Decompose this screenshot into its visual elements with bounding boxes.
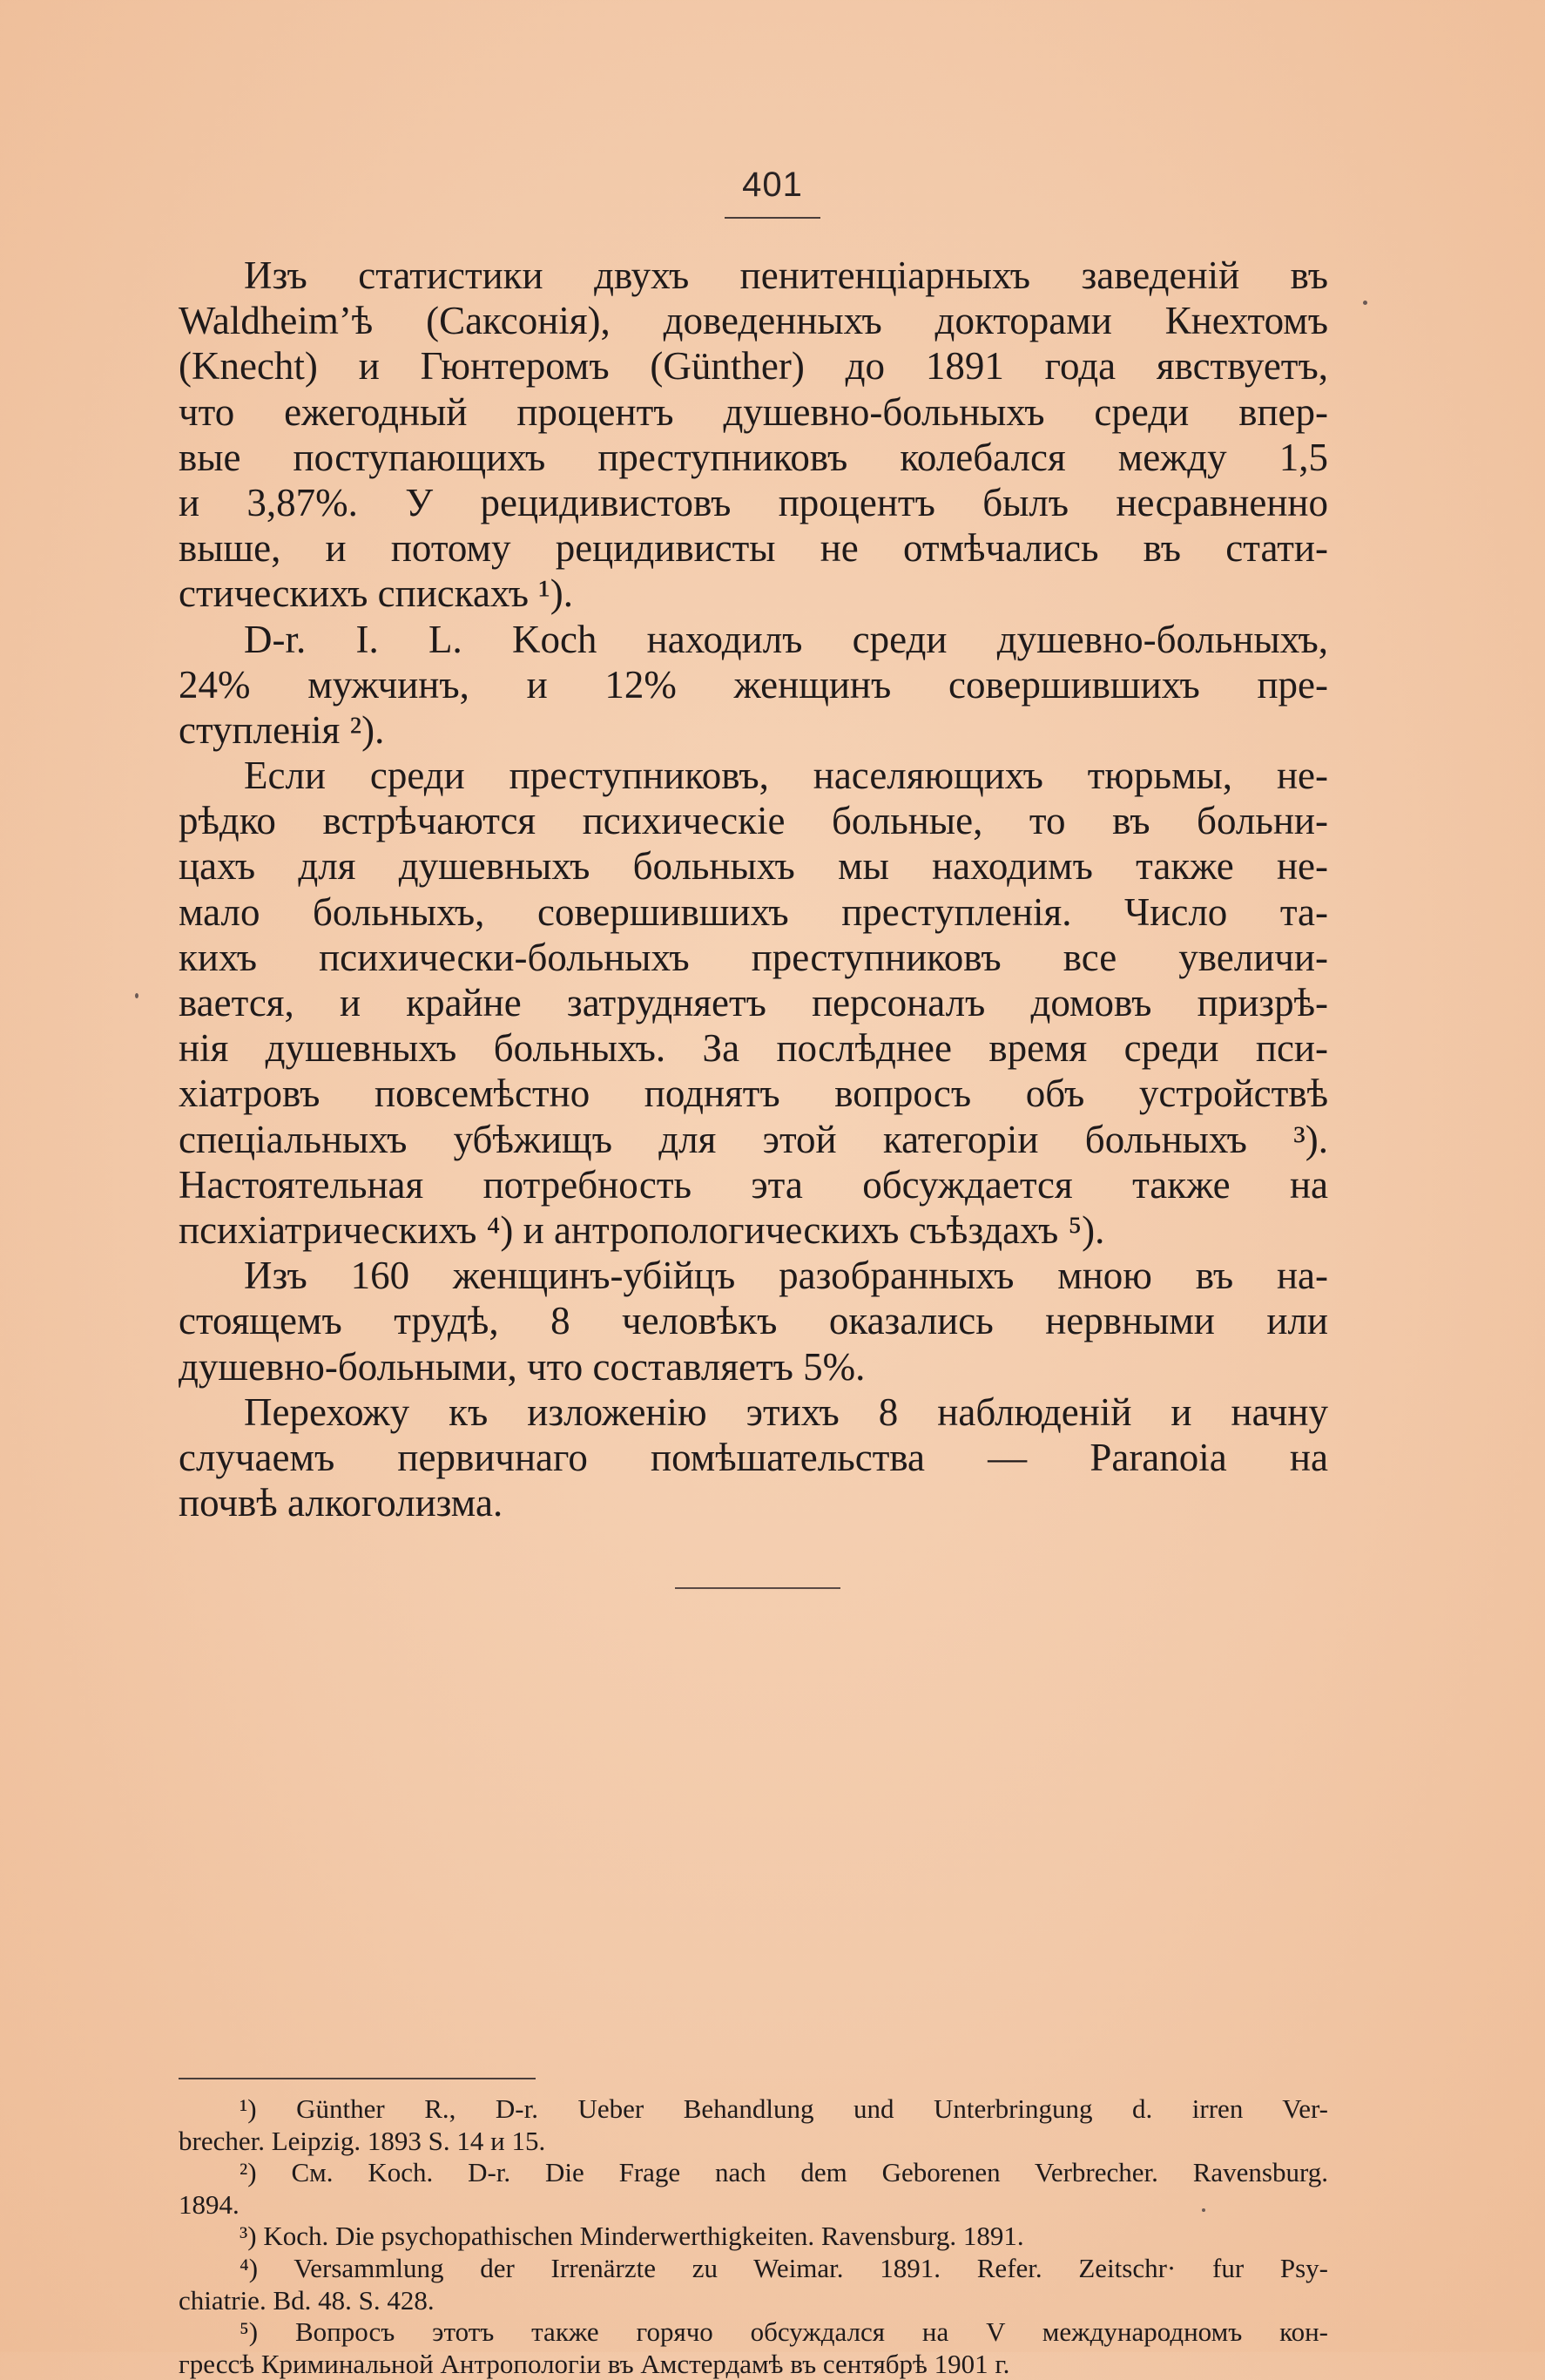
text-line: Изъ 160 женщинъ-убійцъ разобранныхъ мною въ на-: [244, 1254, 1328, 1298]
text-line: Waldheim’ѣ (Саксонія), доведенныхъ докторами Кнехтомъ: [179, 299, 1328, 343]
text-line: Если среди преступниковъ, населяющихъ тюрьмы, не-: [244, 754, 1328, 798]
text-line: нія душевныхъ больныхъ. За послѣднее время среди пси-: [179, 1026, 1328, 1071]
page-number: 401: [742, 166, 803, 204]
text-line: кихъ психически-больныхъ преступниковъ все увеличи-: [179, 935, 1328, 979]
text-line: и 3,87%. У рецидивистовъ процентъ былъ несравненно: [179, 480, 1328, 524]
footnote: [179, 2316, 1328, 2380]
footnote-line: 1894.: [179, 2188, 240, 2220]
text-line: Настоятельная потребность эта обсуждается также на: [179, 1162, 1328, 1207]
text-line: выше, и потому рецидивисты не отмѣчались въ стати-: [179, 526, 1328, 571]
text-line: цахъ для душевныхъ больныхъ мы находимъ также не-: [179, 844, 1328, 889]
footnote: [179, 2157, 1328, 2221]
paper-speck: [1363, 301, 1367, 305]
footnote-line: chiatrie. Bd. 48. S. 428.: [179, 2284, 435, 2316]
text-line: Перехожу къ изложенію этихъ 8 наблюденій и начну: [244, 1389, 1328, 1434]
text-line: ступленія ²).: [179, 707, 385, 752]
paragraph: [179, 1389, 1328, 1526]
text-line: душевно-больными, что составляетъ 5%.: [179, 1344, 866, 1389]
footnote-rule: [179, 2078, 536, 2079]
text-line: что ежегодный процентъ душевно-больныхъ среди впер-: [179, 389, 1328, 434]
text-line: 24% мужчинъ, и 12% женщинъ совершившихъ пре-: [179, 662, 1328, 707]
footnote: [179, 2093, 1328, 2157]
paragraph: [179, 617, 1328, 754]
text-line: (Knecht) и Гюнтеромъ (Günther) до 1891 года явствуетъ,: [179, 344, 1328, 389]
paragraph: [179, 753, 1328, 1253]
text-line: Изъ статистики двухъ пенитенціарныхъ заведеній въ: [244, 254, 1328, 297]
header-rule: [725, 217, 820, 219]
paper-speck: [1202, 2208, 1205, 2212]
paragraph: [179, 1253, 1328, 1389]
text-line: D-r. I. L. Koch находилъ среди душевно-больныхъ,: [244, 617, 1328, 661]
footnote-line: ²) См. Koch. D-r. Die Frage nach dem Geborenen Verbrecher. Ravensburg.: [240, 2157, 1328, 2188]
footnote-line: ³) Koch. Die psychopathischen Minderwerthigkeiten. Ravensburg. 1891.: [240, 2221, 1024, 2252]
text-line: вается, и крайне затрудняетъ персоналъ домовъ призрѣ-: [179, 981, 1328, 1024]
footnotes: [179, 2093, 1328, 2380]
text-line: почвѣ алкоголизма.: [179, 1481, 503, 1525]
footnote-line: грессѣ Криминальной Антропологіи въ Амстердамѣ въ сентябрѣ 1901 г.: [179, 2348, 1010, 2379]
footnote: [179, 2221, 1328, 2253]
text-line: стическихъ спискахъ ¹).: [179, 571, 573, 616]
footnote-line: ¹) Günther R., D-r. Ueber Behandlung und Unterbringung d. irren Ver-: [240, 2093, 1328, 2124]
text-line: случаемъ первичнаго помѣшательства — Paranoia на: [179, 1435, 1328, 1479]
text-line: спеціальныхъ убѣжищъ для этой категоріи больныхъ ³).: [179, 1117, 1328, 1161]
text-line: рѣдко встрѣчаются психическіе больные, то въ больни-: [179, 799, 1328, 843]
footnote-line: brecher. Leipzig. 1893 S. 14 и 15.: [179, 2125, 546, 2156]
footnote-line: ⁴) Versammlung der Irrenärzte zu Weimar. 1891. Refer. Zeitschr· fur Psy-: [240, 2252, 1328, 2283]
paper-speck: [135, 993, 138, 998]
section-divider: [675, 1587, 840, 1589]
footnote-line: ⁵) Вопросъ этотъ также горячо обсуждался на V международномъ кон-: [240, 2316, 1328, 2348]
text-line: психіатрическихъ ⁴) и антропологическихъ съѣздахъ ⁵).: [179, 1207, 1105, 1252]
text-line: стоящемъ трудѣ, 8 человѣкъ оказались нервными или: [179, 1299, 1328, 1343]
footnote: [179, 2253, 1328, 2316]
text-line: хіатровъ повсемѣстно поднятъ вопросъ объ устройствѣ: [179, 1072, 1328, 1116]
text-line: вые поступающихъ преступниковъ колебался между 1,5: [179, 435, 1328, 479]
text-line: мало больныхъ, совершившихъ преступленія. Число та-: [179, 889, 1328, 934]
paragraph: [179, 253, 1328, 617]
body-text: [179, 253, 1328, 1525]
page-header: [0, 166, 1545, 219]
